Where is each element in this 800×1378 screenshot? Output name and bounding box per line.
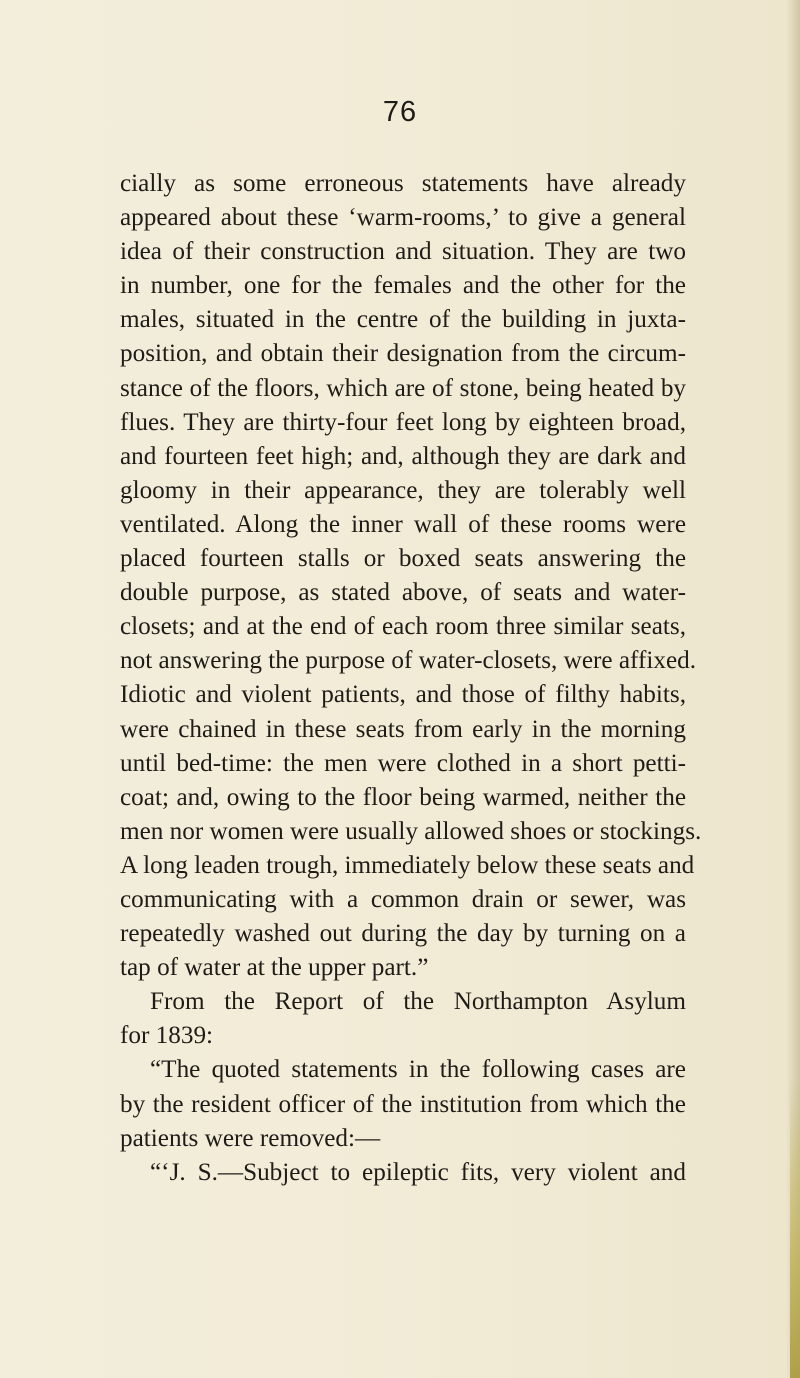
text-line: tap of water at the upper part.” bbox=[120, 954, 429, 982]
text-line: not answering the purpose of water-closets, were affixed. bbox=[120, 647, 697, 675]
text-line: coat; and, owing to the floor being warmed, neither the bbox=[120, 783, 686, 811]
text-line: idea of their construction and situation. They are two bbox=[120, 238, 686, 266]
text-line: closets; and at the end of each room three similar seats, bbox=[120, 613, 686, 641]
body-text bbox=[120, 167, 702, 1190]
text-line: “‘J. S.—Subject to epileptic fits, very violent and bbox=[150, 1158, 686, 1186]
text-line: until bed-time: the men were clothed in a short petti- bbox=[120, 749, 686, 777]
text-line: From the Report of the Northampton Asylum bbox=[150, 988, 686, 1016]
text-line: in number, one for the females and the other for the bbox=[120, 272, 686, 300]
text-line: flues. They are thirty-four feet long by eighteen broad, bbox=[120, 408, 686, 436]
text-line: for 1839: bbox=[120, 1022, 214, 1050]
text-line: and fourteen feet high; and, although they are dark and bbox=[120, 442, 686, 470]
text-line: gloomy in their appearance, they are tolerably well bbox=[120, 476, 686, 504]
text-line: ventilated. Along the inner wall of these rooms were bbox=[120, 510, 686, 538]
text-line: repeatedly washed out during the day by turning on a bbox=[120, 920, 686, 948]
page-number: 76 bbox=[382, 96, 418, 128]
text-line: patients were removed:— bbox=[120, 1124, 381, 1152]
text-line: placed fourteen stalls or boxed seats answering the bbox=[120, 545, 686, 573]
text-line: double purpose, as stated above, of seats and water- bbox=[120, 579, 686, 607]
text-line: males, situated in the centre of the building in juxta- bbox=[120, 306, 686, 334]
text-line: communicating with a common drain or sewer, was bbox=[120, 885, 686, 913]
text-line: appeared about these ‘warm-rooms,’ to give a general bbox=[120, 204, 686, 232]
text-line: men nor women were usually allowed shoes or stockings. bbox=[120, 817, 702, 845]
text-line: position, and obtain their designation from the circum- bbox=[120, 340, 686, 368]
text-line: by the resident officer of the institution from which the bbox=[120, 1090, 686, 1118]
text-line: were chained in these seats from early in the morning bbox=[120, 715, 686, 743]
text-line: stance of the floors, which are of stone, being heated by bbox=[120, 374, 686, 402]
text-line: Idiotic and violent patients, and those of filthy habits, bbox=[120, 681, 686, 709]
text-line: cially as some erroneous statements have already bbox=[120, 170, 686, 197]
page-edge-stain bbox=[790, 1080, 800, 1378]
text-line: “The quoted statements in the following cases are bbox=[150, 1056, 686, 1084]
text-line: A long leaden trough, immediately below these seats and bbox=[120, 851, 695, 879]
